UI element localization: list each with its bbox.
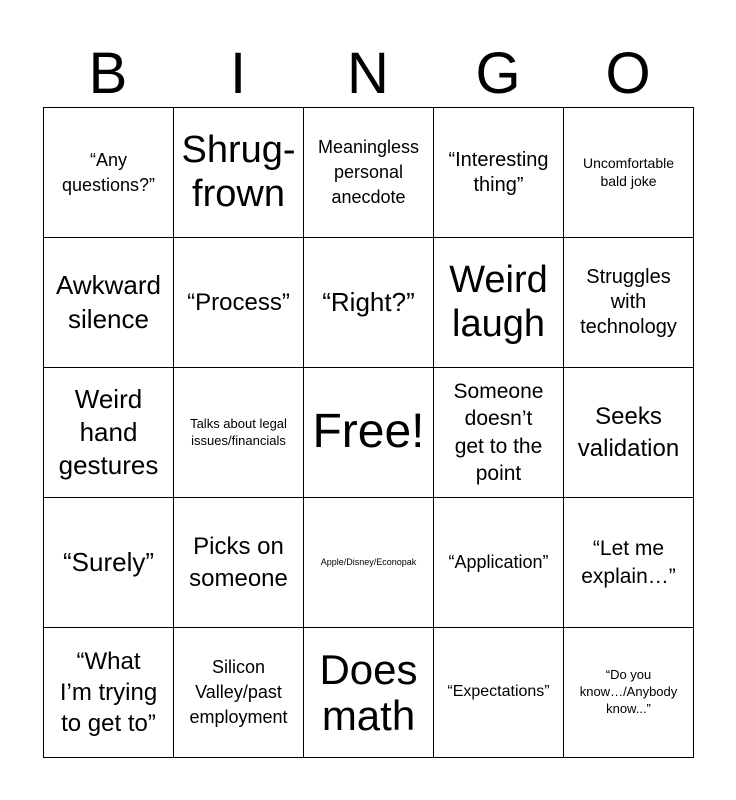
- bingo-cell-text: “Right?”: [322, 286, 415, 317]
- header-letter-g: G: [475, 41, 521, 106]
- bingo-cell-text: Struggles with technology: [580, 266, 677, 338]
- bingo-cell[interactable]: [44, 628, 174, 758]
- bingo-header: [43, 40, 693, 108]
- bingo-cell[interactable]: [44, 238, 174, 368]
- bingo-cell[interactable]: [564, 498, 694, 628]
- bingo-cell[interactable]: [434, 108, 564, 238]
- bingo-cell-text: “Surely”: [62, 546, 154, 577]
- bingo-cell-text: Does math: [319, 646, 418, 739]
- header-letter-i: I: [229, 41, 247, 106]
- bingo-cell[interactable]: [434, 628, 564, 758]
- bingo-cell-text: “Do you know…/Anybody know...”: [579, 667, 678, 716]
- bingo-cell-text: Talks about legal issues/financials: [190, 415, 287, 448]
- bingo-cell-text: “Interesting thing”: [448, 148, 549, 196]
- header-letter-b: B: [88, 41, 128, 106]
- bingo-cell-text: Picks on someone: [189, 533, 288, 592]
- bingo-cell-text: Seeks validation: [577, 403, 680, 462]
- bingo-cell-text: Someone doesn’t get to the point: [453, 379, 544, 485]
- bingo-cell[interactable]: [304, 238, 434, 368]
- bingo-board: [43, 107, 694, 758]
- bingo-cell-text: “Application”: [448, 552, 549, 573]
- bingo-cell-text: Meaningless personal anecdote: [317, 137, 420, 207]
- bingo-cell[interactable]: [44, 108, 174, 238]
- bingo-cell[interactable]: [434, 368, 564, 498]
- bingo-cell[interactable]: [174, 238, 304, 368]
- bingo-cell-text: Silicon Valley/past employment: [189, 657, 288, 727]
- bingo-cell-text: Weird laugh: [449, 258, 548, 345]
- bingo-cell-text: Awkward silence: [55, 270, 161, 334]
- bingo-cell-text: “What I’m trying to get to”: [59, 647, 158, 738]
- bingo-cell[interactable]: [564, 108, 694, 238]
- header-letter-o: O: [605, 41, 651, 106]
- bingo-cell-text: Shrug- frown: [181, 128, 296, 215]
- bingo-cell[interactable]: [174, 628, 304, 758]
- bingo-cell[interactable]: [44, 368, 174, 498]
- bingo-cell[interactable]: [174, 368, 304, 498]
- bingo-cell[interactable]: [44, 498, 174, 628]
- bingo-cell[interactable]: [174, 498, 304, 628]
- bingo-cell[interactable]: [304, 498, 434, 628]
- bingo-cell-text: Weird hand gestures: [58, 383, 159, 481]
- bingo-cell-text: “Let me explain…”: [581, 537, 676, 588]
- header-letter-n: N: [347, 41, 389, 106]
- bingo-cell[interactable]: [564, 238, 694, 368]
- bingo-cell-text: “Process”: [187, 288, 290, 316]
- bingo-cell[interactable]: [564, 628, 694, 758]
- bingo-cell-text: Apple/Disney/Econopak: [320, 557, 417, 568]
- bingo-cell[interactable]: [304, 628, 434, 758]
- bingo-cell-text: “Any questions?”: [61, 149, 156, 195]
- bingo-cell[interactable]: [564, 368, 694, 498]
- bingo-cell[interactable]: [434, 238, 564, 368]
- bingo-cell[interactable]: [304, 108, 434, 238]
- bingo-cell[interactable]: [304, 368, 434, 498]
- bingo-cell-text: Free!: [312, 405, 425, 459]
- bingo-cell-text: Uncomfortable bald joke: [582, 154, 675, 189]
- bingo-cell-text: “Expectations”: [447, 683, 550, 701]
- bingo-cell[interactable]: [174, 108, 304, 238]
- bingo-cell[interactable]: [434, 498, 564, 628]
